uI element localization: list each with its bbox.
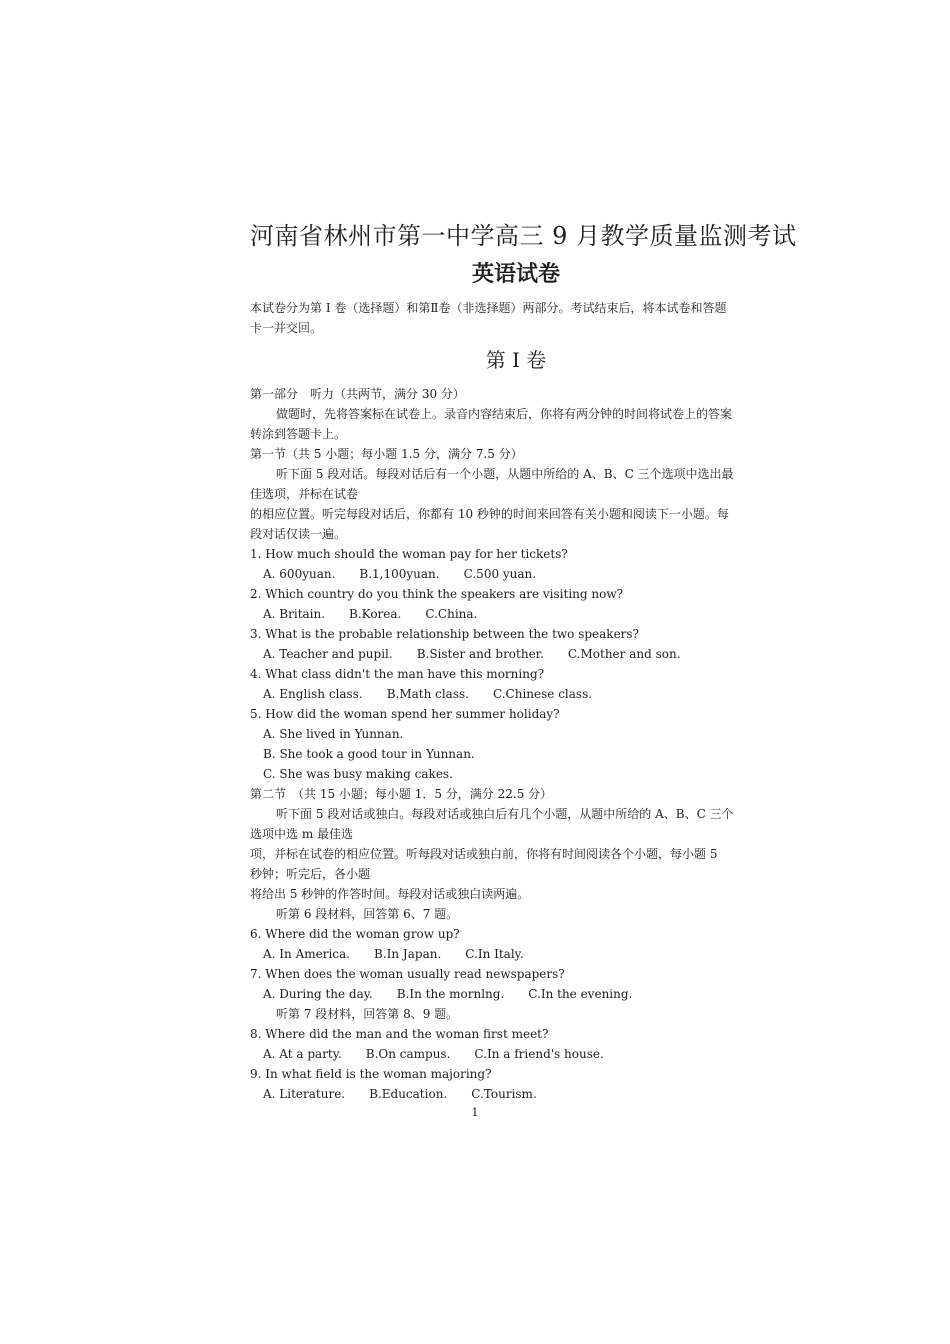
option: A. 600yuan.	[263, 567, 336, 581]
option: C.In a friend's house.	[474, 1047, 604, 1061]
option: C.Tourism.	[471, 1087, 537, 1101]
question-text: 8. Where did the man and the woman first meet?	[250, 1027, 549, 1041]
option: B.Education.	[369, 1087, 448, 1101]
option: A. Teacher and pupil.	[263, 647, 393, 661]
option: A. In America.	[263, 947, 350, 961]
option: A. During the day.	[263, 987, 373, 1001]
exam-subtitle: 英语试卷	[471, 262, 560, 287]
section2-instruction: 秒钟；听完后，各小题	[250, 867, 371, 881]
section1-heading: 第一节（共 5 小题；每小题 1.5 分，满分 7.5 分）	[250, 447, 523, 461]
part1-instruction: 转涂到答题卡上。	[250, 427, 347, 441]
question-options	[250, 644, 782, 664]
question-text: 2. Which country do you think the speakers are visiting now?	[250, 587, 624, 601]
question-text: 6. Where did the woman grow up?	[250, 927, 460, 941]
option: C.500 yuan.	[463, 567, 537, 581]
question-text: 5. How did the woman spend her summer holiday?	[250, 707, 560, 721]
option: C.Mother and son.	[567, 647, 681, 661]
material-note: 听第 7 段材料，回答第 8、9 题。	[276, 1007, 459, 1021]
question-options	[250, 604, 782, 624]
question-options	[250, 1044, 782, 1064]
material-note: 听第 6 段材料，回答第 6、7 题。	[276, 907, 459, 921]
option: B.1,100yuan.	[359, 567, 440, 581]
volume-heading: 第 I 卷	[485, 348, 547, 372]
option: B.On campus.	[365, 1047, 451, 1061]
section1-instruction: 佳选项，并标在试卷	[250, 487, 359, 501]
question-options	[250, 984, 782, 1004]
intro-line: 本试卷分为第 I 卷（选择题）和第Ⅱ卷（非选择题）两部分。考试结束后，将本试卷和答题	[250, 301, 727, 315]
section2-heading: 第二节 （共 15 小题；每小题 1．5 分，满分 22.5 分）	[250, 787, 553, 801]
option: C.In the evening.	[528, 987, 633, 1001]
option: A. English class.	[263, 687, 363, 701]
question-text: 7. When does the woman usually read newspapers?	[250, 967, 565, 981]
question-text: 4. What class didn't the man have this morning?	[250, 667, 545, 681]
section2-instruction: 选项中选 m 最佳选	[250, 827, 354, 841]
option: B.In Japan.	[374, 947, 442, 961]
option: A. At a party.	[263, 1047, 342, 1061]
section2-instruction: 听下面 5 段对话或独白。每段对话或独白后有几个小题，从题中所给的 A、B、C 三个	[276, 807, 734, 821]
question-options	[250, 684, 782, 704]
question-options	[250, 564, 782, 584]
option: C.Chinese class.	[492, 687, 593, 701]
question-options	[250, 1084, 782, 1104]
page-number: 1	[471, 1106, 479, 1119]
option: A. Literature.	[263, 1087, 346, 1101]
part1-heading: 第一部分 听力（共两节，满分 30 分）	[250, 387, 465, 401]
section1-instruction: 段对话仅读一遍。	[250, 527, 347, 541]
question-options	[250, 944, 782, 964]
section1-instruction: 听下面 5 段对话。每段对话后有一个小题，从题中所给的 A、B、C 三个选项中选出最	[276, 467, 734, 481]
option: A. Britain.	[263, 607, 326, 621]
option: C. She was busy making cakes.	[263, 767, 453, 781]
question-text: 3. What is the probable relationship between the two speakers?	[250, 627, 639, 641]
intro-line: 卡一并交回。	[250, 321, 323, 335]
section1-instruction: 的相应位置。听完每段对话后，你都有 10 秒钟的时间来回答有关小题和阅读下一小题。每	[250, 507, 729, 521]
option: B.In the mornlng.	[396, 987, 505, 1001]
option: C.In Italy.	[465, 947, 524, 961]
section2-instruction: 将给出 5 秒钟的作答时间。每段对话或独白读两遍。	[250, 887, 530, 901]
option: B.Math class.	[386, 687, 469, 701]
exam-page	[250, 214, 797, 1104]
option: C.China.	[425, 607, 478, 621]
exam-title: 河南省林州市第一中学高三 9 月教学质量监测考试	[250, 222, 797, 250]
section2-instruction: 项，并标在试卷的相应位置。听每段对话或独白前，你将有时间阅读各个小题，每小题 5	[250, 847, 718, 861]
option: B.Korea.	[349, 607, 402, 621]
option: B. She took a good tour in Yunnan.	[263, 747, 475, 761]
option: A. She lived in Yunnan.	[263, 727, 404, 741]
question-text: 9. In what field is the woman majoring?	[250, 1067, 492, 1081]
question-text: 1. How much should the woman pay for her tickets?	[250, 547, 568, 561]
part1-instruction: 做题时，先将答案标在试卷上。录音内容结束后，你将有两分钟的时间将试卷上的答案	[276, 407, 733, 421]
option: B.Sister and brother.	[416, 647, 544, 661]
